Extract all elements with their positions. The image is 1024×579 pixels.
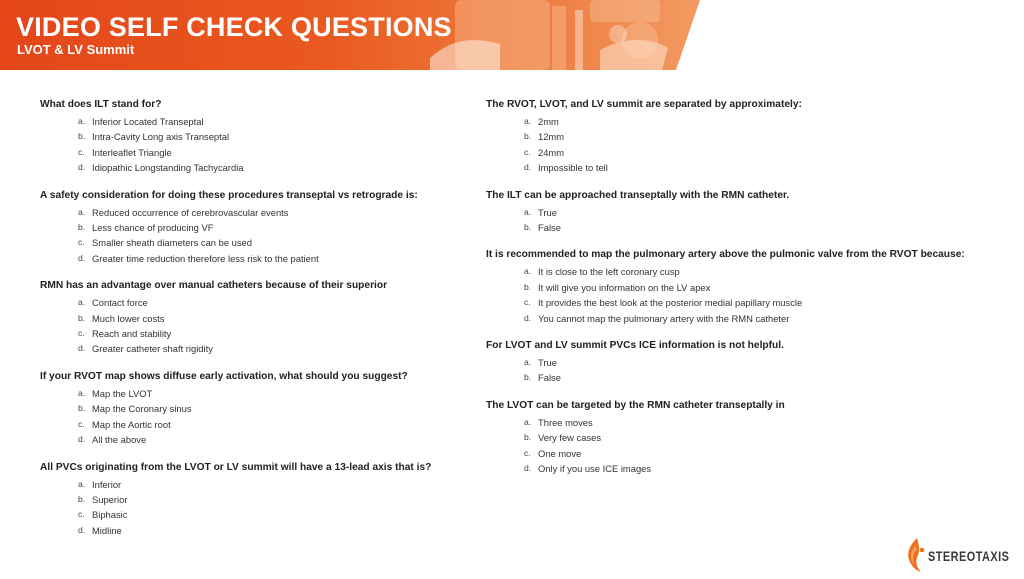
answer-option bbox=[486, 446, 1006, 461]
answer-options bbox=[40, 477, 470, 539]
option-letter: c. bbox=[524, 146, 531, 157]
option-text: Much lower costs bbox=[92, 312, 165, 324]
option-letter: c. bbox=[78, 418, 85, 429]
answer-option bbox=[40, 220, 470, 235]
answer-option bbox=[40, 507, 470, 522]
option-text: Interleaflet Triangle bbox=[92, 146, 172, 158]
question-block bbox=[486, 399, 1006, 477]
answer-option bbox=[40, 251, 470, 266]
answer-option bbox=[40, 523, 470, 538]
header-banner bbox=[0, 0, 700, 70]
question-block bbox=[40, 370, 470, 448]
option-text: All the above bbox=[92, 434, 147, 446]
right-question-column bbox=[486, 98, 1006, 490]
answer-option bbox=[486, 280, 1006, 295]
answer-options bbox=[486, 355, 1006, 386]
option-letter: b. bbox=[524, 222, 532, 233]
question-block bbox=[486, 189, 1006, 236]
option-text: Very few cases bbox=[538, 432, 602, 444]
option-text: Reach and stability bbox=[92, 328, 172, 340]
option-letter: a. bbox=[524, 416, 532, 427]
option-letter: a. bbox=[78, 116, 86, 126]
option-text: Intra-Cavity Long axis Transeptal bbox=[92, 131, 230, 143]
option-letter: a. bbox=[78, 206, 86, 217]
option-text: Contact force bbox=[92, 297, 148, 309]
answer-options bbox=[486, 415, 1006, 477]
question-text: The ILT can be approached transeptally with the RMN catheter. bbox=[486, 189, 790, 201]
option-letter: b. bbox=[524, 432, 532, 443]
page-subtitle: LVOT & LV Summit bbox=[17, 42, 135, 57]
answer-option bbox=[40, 341, 470, 356]
question-text: The RVOT, LVOT, and LV summit are separated by approximately: bbox=[486, 99, 802, 110]
answer-option bbox=[486, 370, 1006, 385]
question-block bbox=[486, 98, 1006, 176]
stereotaxis-logo bbox=[904, 537, 1012, 573]
option-letter: d. bbox=[524, 463, 532, 474]
option-text: Superior bbox=[92, 493, 128, 505]
answer-options bbox=[486, 114, 1006, 176]
question-block bbox=[40, 461, 470, 539]
question-block bbox=[40, 189, 470, 267]
answer-option bbox=[40, 145, 470, 160]
answer-option bbox=[40, 160, 470, 175]
option-letter: b. bbox=[78, 222, 86, 233]
question-text: For LVOT and LV summit PVCs ICE information is not helpful. bbox=[486, 340, 784, 352]
option-text: Idiopathic Longstanding Tachycardia bbox=[92, 162, 244, 174]
answer-option bbox=[486, 264, 1006, 279]
option-text: Map the Aortic root bbox=[92, 418, 171, 430]
option-text: Impossible to tell bbox=[538, 162, 608, 174]
answer-option bbox=[40, 235, 470, 250]
option-text: Inferior Located Transeptal bbox=[92, 116, 204, 127]
question-text: A safety consideration for doing these procedures transeptal vs retrograde is: bbox=[40, 189, 418, 201]
question-block bbox=[40, 279, 470, 357]
option-letter: b. bbox=[78, 493, 86, 504]
option-letter: b. bbox=[78, 403, 86, 414]
answer-option bbox=[486, 311, 1006, 326]
option-letter: d. bbox=[78, 343, 86, 354]
option-text: Three moves bbox=[538, 416, 593, 428]
option-text: Less chance of producing VF bbox=[92, 222, 214, 234]
option-letter: a. bbox=[524, 266, 532, 277]
option-text: Map the Coronary sinus bbox=[92, 403, 192, 415]
answer-option bbox=[40, 129, 470, 144]
option-text: Map the LVOT bbox=[92, 387, 153, 399]
logo-text: STEREOTAXIS bbox=[928, 548, 1010, 564]
answer-option bbox=[40, 205, 470, 220]
option-letter: c. bbox=[78, 328, 85, 339]
answer-option bbox=[40, 311, 470, 326]
answer-option bbox=[40, 417, 470, 432]
answer-option bbox=[486, 220, 1006, 235]
answer-option bbox=[486, 415, 1006, 430]
question-block bbox=[486, 339, 1006, 386]
answer-option bbox=[486, 295, 1006, 310]
answer-option bbox=[486, 129, 1006, 144]
option-letter: a. bbox=[524, 206, 532, 217]
option-text: False bbox=[538, 372, 561, 384]
option-text: Reduced occurrence of cerebrovascular events bbox=[92, 206, 289, 218]
option-letter: b. bbox=[524, 372, 532, 383]
option-text: Only if you use ICE images bbox=[538, 463, 652, 475]
left-question-column bbox=[40, 98, 470, 551]
answer-option bbox=[40, 386, 470, 401]
option-letter: a. bbox=[78, 478, 86, 489]
answer-option bbox=[40, 477, 470, 492]
option-letter: c. bbox=[78, 237, 85, 248]
answer-option bbox=[40, 401, 470, 416]
option-letter: d. bbox=[78, 434, 86, 445]
question-text: RMN has an advantage over manual catheters because of their superior bbox=[40, 280, 388, 292]
option-letter: b. bbox=[78, 131, 86, 142]
question-text: What does ILT stand for? bbox=[40, 99, 162, 110]
question-text: It is recommended to map the pulmonary artery above the pulmonic valve from the RVOT because: bbox=[486, 249, 965, 261]
answer-option bbox=[486, 461, 1006, 476]
option-letter: d. bbox=[524, 312, 532, 323]
answer-option bbox=[486, 160, 1006, 175]
option-letter: c. bbox=[524, 447, 531, 458]
option-text: It provides the best look at the posterior medial papillary muscle bbox=[538, 297, 803, 309]
option-text: It will give you information on the LV apex bbox=[538, 281, 711, 293]
option-letter: d. bbox=[524, 162, 532, 173]
answer-option bbox=[40, 492, 470, 507]
option-letter: b. bbox=[78, 312, 86, 323]
answer-options bbox=[40, 295, 470, 357]
question-text: All PVCs originating from the LVOT or LV summit will have a 13-lead axis that is? bbox=[40, 461, 432, 473]
option-text: Midline bbox=[92, 524, 122, 536]
option-text: One move bbox=[538, 447, 582, 459]
option-letter: c. bbox=[524, 297, 531, 308]
option-letter: d. bbox=[78, 162, 86, 173]
answer-options bbox=[486, 205, 1006, 236]
option-letter: b. bbox=[524, 281, 532, 292]
question-block bbox=[486, 248, 1006, 326]
option-text: Smaller sheath diameters can be used bbox=[92, 237, 252, 249]
option-letter: c. bbox=[78, 509, 85, 520]
option-letter: c. bbox=[78, 146, 85, 157]
stereotaxis-flame-icon bbox=[904, 537, 928, 573]
answer-option bbox=[40, 114, 470, 129]
answer-options bbox=[40, 205, 470, 267]
option-text: True bbox=[538, 206, 557, 218]
answer-option bbox=[40, 326, 470, 341]
option-text: Greater time reduction therefore less risk to the patient bbox=[92, 252, 319, 264]
answer-option bbox=[486, 205, 1006, 220]
option-letter: a. bbox=[524, 357, 532, 368]
answer-option bbox=[486, 145, 1006, 160]
answer-option bbox=[486, 355, 1006, 370]
answer-options bbox=[40, 114, 470, 176]
option-text: False bbox=[538, 222, 561, 234]
option-letter: a. bbox=[78, 297, 86, 308]
option-text: It is close to the left coronary cusp bbox=[538, 266, 680, 278]
answer-option bbox=[40, 432, 470, 447]
answer-option bbox=[486, 430, 1006, 445]
option-letter: b. bbox=[524, 131, 532, 142]
answer-option bbox=[40, 295, 470, 310]
option-letter: d. bbox=[78, 252, 86, 263]
page-title: VIDEO SELF CHECK QUESTIONS bbox=[16, 12, 452, 42]
option-letter: a. bbox=[524, 116, 532, 126]
option-text: True bbox=[538, 357, 557, 369]
option-text: 24mm bbox=[538, 146, 565, 158]
option-text: Greater catheter shaft rigidity bbox=[92, 343, 213, 355]
answer-option bbox=[486, 114, 1006, 129]
option-text: 2mm bbox=[538, 116, 559, 127]
answer-options bbox=[486, 264, 1006, 326]
question-block bbox=[40, 98, 470, 176]
option-text: You cannot map the pulmonary artery with the RMN catheter bbox=[538, 312, 790, 324]
option-text: 12mm bbox=[538, 131, 565, 143]
option-letter: d. bbox=[78, 524, 86, 535]
question-text: If your RVOT map shows diffuse early activation, what should you suggest? bbox=[40, 370, 408, 382]
question-text: The LVOT can be targeted by the RMN catheter transeptally in bbox=[486, 399, 785, 411]
option-letter: a. bbox=[78, 387, 86, 398]
option-text: Inferior bbox=[92, 478, 122, 490]
answer-options bbox=[40, 386, 470, 448]
option-text: Biphasic bbox=[92, 509, 128, 521]
